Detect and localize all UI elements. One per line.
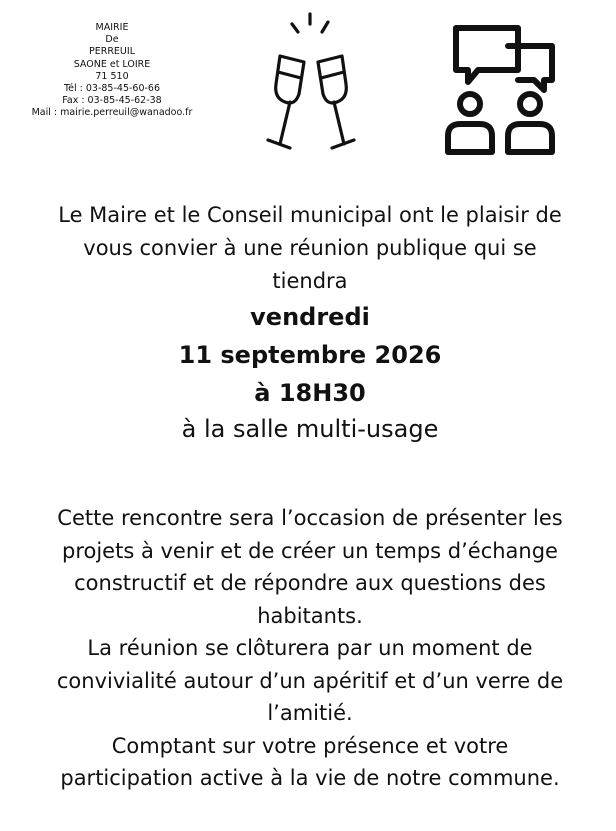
letterhead-email: Mail : mairie.perreuil@wanadoo.fr (31, 107, 193, 119)
intro-line: tiendra (272, 269, 348, 293)
letterhead-phone: Tél : 03-85-45-60-66 (63, 83, 161, 95)
meeting-date: 11 septembre 2026 (178, 341, 442, 369)
intro-line: vous convier à une réunion publique qui se (83, 236, 537, 260)
letterhead-fax: Fax : 03-85-45-62-38 (62, 95, 162, 107)
letterhead-title: MAIRIE (95, 22, 129, 33)
letterhead-de: De (105, 34, 119, 46)
details-line: participation active à la vie de notre commune. (60, 766, 560, 790)
letterhead-postcode: 71 510 (95, 70, 129, 82)
letterhead-department: SAONE et LOIRE (73, 58, 151, 70)
meeting-day: vendredi (250, 303, 370, 331)
invitation-block (20, 199, 600, 446)
details-line: l’amitié. (267, 701, 353, 725)
meeting-venue: à la salle multi-usage (181, 415, 439, 443)
details-line: La réunion se clôturera par un moment de (87, 636, 533, 660)
details-block (20, 502, 600, 795)
champagne-toast-icon (252, 10, 372, 158)
letterhead-town: PERREUIL (89, 46, 135, 58)
details-line: Cette rencontre sera l’occasion de présenter les (57, 506, 563, 530)
people-discussion-icon (440, 22, 560, 158)
details-line: convivialité autour d’un apéritif et d’un verre de (56, 668, 564, 693)
meeting-time: à 18H30 (254, 379, 366, 407)
intro-line: Le Maire et le Conseil municipal ont le plaisir de (58, 203, 562, 227)
mairie-letterhead (26, 22, 198, 120)
details-line: constructif et de répondre aux questions des (74, 571, 546, 595)
details-line: habitants. (257, 603, 363, 628)
details-line: Comptant sur votre présence et votre (111, 733, 509, 758)
details-line: projets à venir et de créer un temps d’échange (62, 538, 558, 563)
